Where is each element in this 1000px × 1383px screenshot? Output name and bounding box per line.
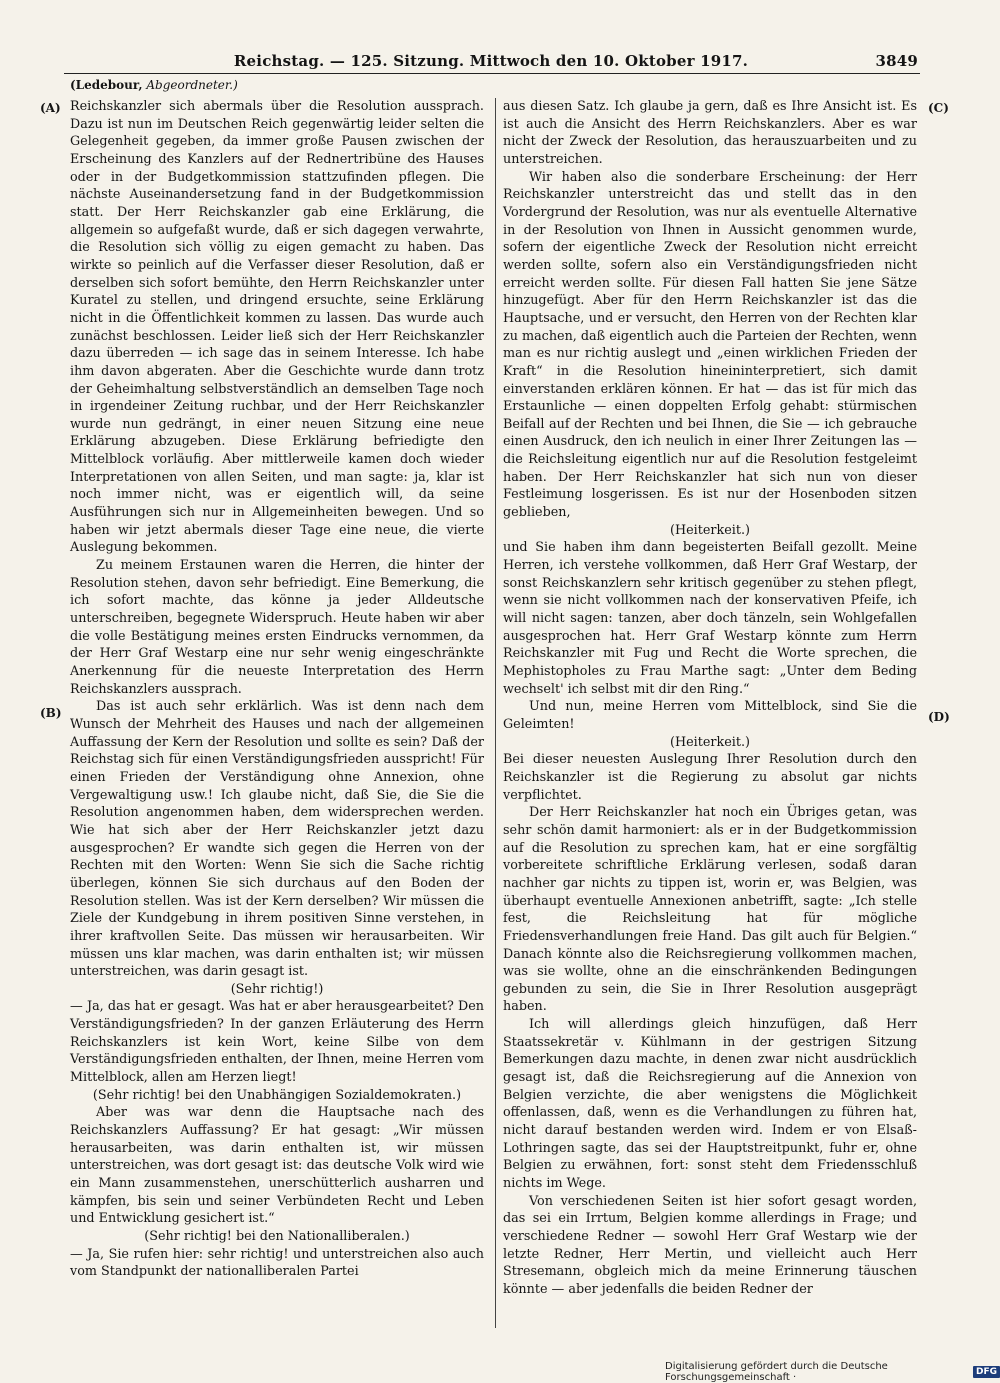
paragraph: Ich will allerdings gleich hinzufügen, daß Herr Staatssekretär v. Kühlmann in der gestrigen Sitzung Bemerkungen dazu machte, in denen zwar nicht ausdrücklich gesagt ist, daß die Reichsregierung auf die Annexion von Belgien verzichte, die aber wenigstens die Möglichkeit offenlassen, daß, wenn es die Verhandlungen zu führen hat, nicht darauf bestanden werden wird. Indem er von Elsaß-Lothringen sagte, das sei der Hauptstreitpunkt, fuhr er, ohne Belgien zu erwähnen, fort: sonst steht dem Friedensschluß nichts im Wege. [503, 1017, 917, 1192]
paragraph: Der Herr Reichskanzler hat noch ein Übriges getan, was sehr schön damit harmoniert: als er in der Budgetkommission auf die Resolution zu sprechen kam, hat er eine sorgfältig vorbereitete schriftliche Erklärung verlesen, sodaß daran nachher gar nichts zu tippen ist, worin er, was Belgien, was überhaupt eventuelle Annexionen anbetrifft, sagte: „Ich stelle fest, die Reichsleitung hat für mögliche Friedensverhandlungen freie Hand. Das gilt auch für Belgien.“ Danach könnte also die Reichsregierung vollkommen machen, was sie wollte, ohne an die einschränkenden Bedingungen gebunden zu sein, die Sie in Ihrer Resolution ausgeprägt haben. [503, 805, 917, 1015]
paragraph: aus diesen Satz. Ich glaube ja gern, daß es Ihre Ansicht ist. Es ist auch die Ansicht des Herrn Reichskanzlers. Aber es war nicht der Zweck der Resolution, das herauszuarbeiten und zu unterstreichen. [503, 99, 917, 167]
dfg-logo: DFG [973, 1366, 1000, 1378]
paragraph: und Sie haben ihm dann begeisterten Beifall gezollt. Meine Herren, ich verstehe vollkommen, daß Herr Graf Westarp, der sonst Reichskanzlern sehr kritisch gegenüber zu stehen pflegt, wenn sie nicht vollkommen nach der konservativen Pfeife, ich will nicht sagen: tanzen, aber doch tänzeln, sein Wohlgefallen ausgesprochen hat. Herr Graf Westarp könnte zum Herrn Reichskanzler mit Fug und Recht die Worte sprechen, die Mephistopholes zu Frau Marthe sagt: „Unter dem Beding wechselt' ich selbst mit dir den Ring.“ [503, 540, 917, 697]
paragraph: Bei dieser neuesten Auslegung Ihrer Resolution durch den Reichskanzler ist die Regierung zu absolut gar nichts verpflichtet. [503, 752, 917, 803]
paragraph: Das ist auch sehr erklärlich. Was ist denn nach dem Wunsch der Mehrheit des Hauses und nach der allgemeinen Auffassung der Kern der Resolution und sollte es sein? Daß der Reichstag sich für einen Verständigungsfrieden ausspricht! Für einen Frieden der Verständigung ohne Annexion, ohne Vergewaltigung usw.! Ich glaube nicht, daß Sie, die Sie die Resolution angenommen haben, dem widersprechen werden. Wie hat sich aber der Herr Reichskanzler jetzt dazu ausgesprochen? Er wandte sich gegen die Herren von der Rechten mit den Worten: Wenn Sie sich die Sache richtig überlegen, können Sie sich durchaus auf den Boden der Resolution stellen. Was ist der Kern derselben? Wir müssen die Ziele der Kundgebung in ihrem positiven Sinne verstehen, in ihrer kraftvollen Seite. Das müssen wir herausarbeiten. Wir müssen uns klar machen, was darin enthalten ist; wir müssen unterstreichen, was darin gesagt ist. [70, 699, 484, 980]
paragraph: (Sehr richtig! bei den Nationalliberalen.) [144, 1229, 410, 1244]
paragraph: — Ja, Sie rufen hier: sehr richtig! und unterstreichen also auch vom Standpunkt der nationalliberalen Partei [70, 1246, 484, 1280]
header-rule [64, 73, 920, 74]
running-header [64, 52, 918, 70]
speaker-line [70, 78, 238, 92]
margin-letter-a: (A) [40, 101, 61, 115]
paragraph: Aber was war denn die Hauptsache nach des Reichskanzlers Auffassung? Er hat gesagt: „Wir müssen herausarbeiten, was darin enthalten ist, wir müssen unterstreichen, was dort gesagt ist: das deutsche Volk wird wie ein Mann zusammenstehen, unerschütterlich ausharren und kämpfen, bis sein und seiner Verbündeten Recht und Leben und Entwicklung gesichert ist.“ [70, 1105, 484, 1227]
footer-text: Digitalisierung gefördert durch die Deutsche Forschungsgemeinschaft · [665, 1361, 888, 1383]
header-title: Reichstag. — 125. Sitzung. Mittwoch den 10. Oktober 1917. [233, 52, 749, 70]
margin-letter-d: (D) [928, 710, 950, 724]
footer [665, 1361, 1000, 1383]
paragraph: Zu meinem Erstaunen waren die Herren, die hinter der Resolution stehen, davon sehr befriedigt. Eine Bemerkung, die ich sofort machte, das könne ja jeder Alldeutsche unterschreiben, begegnete Widerspruch. Heute haben wir aber die volle Bestätigung meines ersten Eindrucks vernommen, da der Herr Graf Westarp eine nur sehr wenig eingeschränkte Anerkennung für die neueste Interpretation des Herrn Reichskanzlers aussprach. [70, 558, 484, 697]
speaker-name: (Ledebour, [70, 78, 143, 92]
column-divider [495, 98, 496, 1328]
left-column [70, 98, 484, 1281]
paragraph: Und nun, meine Herren vom Mittelblock, sind Sie die Geleimten! [503, 699, 917, 732]
speaker-role: Abgeordneter.) [146, 78, 238, 92]
right-column [503, 98, 917, 1299]
margin-letter-b: (B) [40, 706, 62, 720]
paragraph: Wir haben also die sonderbare Erscheinung: der Herr Reichskanzler unterstreicht das und stellt das in den Vordergrund der Resolution, was nur als eventuelle Alternative in der Resolution von Ihnen in Aussicht genommen wurde, sofern der eigentliche Zweck der Resolution nicht erreicht werden sollte, sofern also ein Verständigungsfrieden nicht erreicht werden sollte. Für diesen Fall hatten Sie jene Sätze hinzugefügt. Aber für den Herrn Reichskanzler ist das die Hauptsache, und er versucht, den Herren von der Rechten klar zu machen, daß eigentlich auch die Parteien der Rechten, wenn man es nur richtig auslegt und „einen wirklichen Frieden der Kraft“ in die Resolution hineininterpretiert, sich damit einverstanden erklären können. Er hat — das ist für mich das Erstaunliche — einen doppelten Erfolg gehabt: stürmischen Beifall auf der Rechten und bei Ihnen, die Sie — ich gebrauche einen Ausdruck, den ich neulich in einer Ihrer Zeitungen las — die Reichsleitung eigentlich nur auf die Resolution festgeleimt haben. Der Herr Reichskanzler hat sich nun von dieser Festleimung losgerissen. Es ist nur der Hosenboden sitzen geblieben, [503, 169, 917, 521]
paragraph: Von verschiedenen Seiten ist hier sofort gesagt worden, das sei ein Irrtum, Belgien komme allerdings in Frage; und verschiedene Redner — sowohl Herr Graf Westarp wie der letzte Redner, Herr Mertin, und vielleicht auch Herr Stresemann, obgleich mich da meine Erinnerung täuschen könnte — aber jedenfalls die beiden Redner der [503, 1193, 917, 1297]
paragraph: (Heiterkeit.) [670, 522, 750, 538]
paragraph: Reichskanzler sich abermals über die Resolution aussprach. Dazu ist nun im Deutschen Reich gegenwärtig leider selten die Gelegenheit gegeben, da immer große Pausen zwischen der Erscheinung des Kanzlers auf der Rednertribüne des Hauses oder in der Budgetkommission stattzufinden pflegen. Die nächste Auseinandersetzung fand in der Budgetkommission statt. Der Herr Reichskanzler gab eine Erklärung, die allgemein so aufgefaßt wurde, daß er sich dagegen verwahrte, die Resolution sich völlig zu eigen gemacht zu haben. Das wirkte so peinlich auf die Verfasser dieser Resolution, daß er derselben sich sofort bemühte, den Herrn Reichskanzler unter Kuratel zu stellen, und dringend ersuchte, seine Erklärung nicht in die Öffentlichkeit kommen zu lassen. Das wurde auch zunächst beschlossen. Leider ließ sich der Herr Reichskanzler dazu überreden — ich sage das in seinem Interesse. Ich habe ihm davon abgeraten. Aber die Geschichte wurde dann trotz der Geheimhaltung selbstverständlich an demselben Tage noch in irgendeiner Zeitung ruchbar, und der Herr Reichskanzler wurde nun gedrängt, in einer neuen Sitzung eine neue Erklärung abzugeben. Diese Erklärung befriedigte den Mittelblock vorläufig. Aber mittlerweile kamen doch wieder Interpretationen von allen Seiten, und man sagte: ja, klar ist noch immer nicht, was er eigentlich will, da seine Ausführungen sich nur in Allgemeinheiten bewegen. Und so haben wir jetzt abermals dieser Tage eine neue, die vierte Auslegung bekommen. [70, 99, 484, 556]
paragraph: (Sehr richtig!) [230, 981, 324, 997]
margin-letter-c: (C) [928, 101, 949, 115]
paragraph: (Heiterkeit.) [670, 734, 750, 750]
paragraph: (Sehr richtig! bei den Unabhängigen Sozialdemokraten.) [92, 1087, 462, 1103]
page-number: 3849 [875, 52, 918, 70]
paragraph: — Ja, das hat er gesagt. Was hat er aber herausgearbeitet? Den Verständigungsfrieden? In der ganzen Erläuterung des Herrn Reichskanzlers ist kein Wort, keine Silbe von dem Verständigungsfrieden enthalten, der Ihnen, meine Herren vom Mittelblock, allen am Herzen liegt! [70, 999, 484, 1086]
